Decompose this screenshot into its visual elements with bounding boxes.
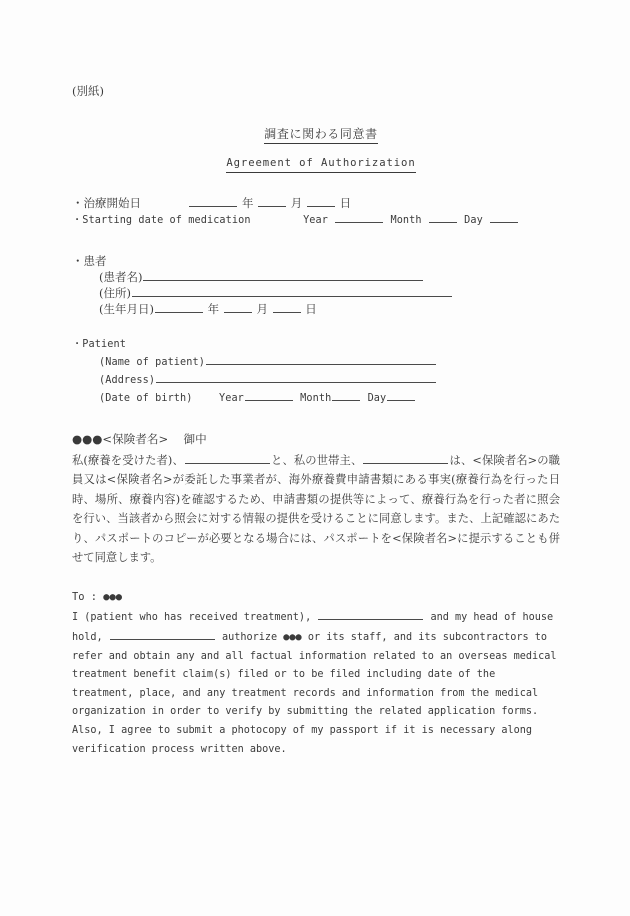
patient-name-label-jp: (患者名) [99,270,143,284]
insurer-honorific-jp: 御中 [183,432,207,446]
patient-birth-month-blank-jp[interactable] [224,301,252,313]
patient-address-blank-jp[interactable] [132,285,452,297]
consent-section-en [72,589,570,759]
consent-body-en [72,608,563,722]
patient-address-label-en: (Address) [99,375,156,386]
consent-body-en-part5: Also, I agree to submit a photocopy of my passport if it is necessary along verification process written above. [72,725,539,755]
treatment-month-unit-en: Month [390,215,422,226]
consent-householder-name-blank-en[interactable] [110,628,215,640]
patient-birth-row-jp [72,301,570,317]
treatment-date-row-jp [72,195,570,211]
consent-body-en-part2: and my head of house hold, [72,612,560,644]
patient-birth-month-unit-en: Month [300,393,332,404]
insurer-mark-jp: ●●● [72,432,103,446]
patient-birth-day-blank-jp[interactable] [273,301,301,313]
attachment-label: (別紙) [72,84,104,98]
consent-body-jp-part2: と、私の世帯主、 [270,454,363,467]
treatment-month-blank-en[interactable] [429,211,457,223]
patient-heading-jp: ・患者 [72,254,107,268]
patient-heading-en: ・Patient [72,339,126,350]
insurer-mark-body-en: ●●● [283,632,302,644]
consent-body-jp-part3: は、<保険者名>の職員又は<保険者名>が委託した事業者が、海外療養費申請書類にある事実(療養行為を行った日時、場所、療養内容)を確認するため、申請書類の提供等によって、療養行為を行った者に照会を行い、当該者から照会に対する情報の提供を受けることに同意します。また、上記確認にあたり、パスポートのコピーが必要となる場合には、パスポートを<保険者名>に提示することも併せて同意します。 [72,454,560,565]
consent-body-en-part3: authorize [215,632,284,644]
consent-addressee-prefix-en: To : [72,591,104,604]
patient-birth-year-unit-en: Year [218,393,244,404]
insurer-name-jp: <保険者名> [102,432,169,446]
patient-name-blank-jp[interactable] [143,269,423,281]
consent-patient-name-blank-jp[interactable] [185,452,270,464]
patient-birth-month-unit-jp: 月 [256,302,268,316]
patient-address-label-jp: (住所) [99,286,131,300]
patient-name-blank-en[interactable] [206,353,436,365]
title-block [72,125,570,173]
patient-birth-day-unit-en: Day [367,393,387,404]
treatment-date-label-jp: ・治療開始日 [72,196,141,210]
patient-birth-label-en: (Date of birth) [99,393,193,404]
consent-patient-name-blank-en[interactable] [318,608,423,620]
patient-birth-row-en [72,389,570,407]
patient-birth-day-unit-jp: 日 [305,302,317,316]
consent-addressee-jp [72,431,570,448]
treatment-year-blank-en[interactable] [335,211,383,223]
page-title-en: Agreement of Authorization [226,155,415,173]
patient-name-label-en: (Name of patient) [99,357,205,368]
patient-birth-year-blank-jp[interactable] [155,301,203,313]
consent-section-jp [72,431,570,567]
consent-body-en-part4: or its staff, and its subcontractors to refer and obtain any and all factual information related to an overseas medical treatment benefit claim(s) filed or to be filed including date of the treatment, place, and any treatment records and information from the medical organization in order to verify by submitting the related application forms. [72,632,563,718]
patient-section-en [72,337,570,407]
treatment-day-blank-jp[interactable] [307,195,335,207]
patient-birth-year-unit-jp: 年 [207,302,220,316]
treatment-month-blank-jp[interactable] [258,195,286,207]
patient-address-blank-en[interactable] [156,371,436,383]
patient-birth-label-jp: (生年月日) [99,302,154,316]
consent-body-en-part1: I (patient who has received treatment), [72,612,318,624]
insurer-mark-en: ●●● [103,591,123,604]
treatment-date-label-en: ・Starting date of medication [72,215,251,226]
consent-body-en-passport [72,722,558,759]
treatment-month-unit-jp: 月 [290,196,303,210]
patient-birth-day-blank-en[interactable] [387,389,415,401]
patient-birth-year-blank-en[interactable] [245,389,293,401]
patient-section-jp [72,253,570,317]
treatment-day-unit-jp: 日 [339,196,352,210]
title-jp-line [72,125,570,144]
treatment-day-unit-en: Day [464,215,483,226]
treatment-year-unit-en: Year [303,215,328,226]
treatment-date-section [72,195,570,229]
treatment-year-unit-jp: 年 [241,196,254,210]
treatment-year-blank-jp[interactable] [189,195,237,207]
title-en-line [72,153,570,173]
consent-body-jp [72,451,560,567]
treatment-date-row-en [72,211,570,229]
patient-address-row-jp [72,285,570,301]
patient-birth-month-blank-en[interactable] [332,389,360,401]
page-title-jp: 調査に関わる同意書 [264,126,377,144]
consent-body-jp-part1: 私(療養を受けた者)、 [72,454,184,467]
patient-name-row-en [72,353,570,371]
patient-address-row-en [72,371,570,389]
consent-householder-name-blank-jp[interactable] [363,452,448,464]
consent-addressee-en [72,589,570,606]
patient-name-row-jp [72,269,570,285]
treatment-day-blank-en[interactable] [490,211,518,223]
